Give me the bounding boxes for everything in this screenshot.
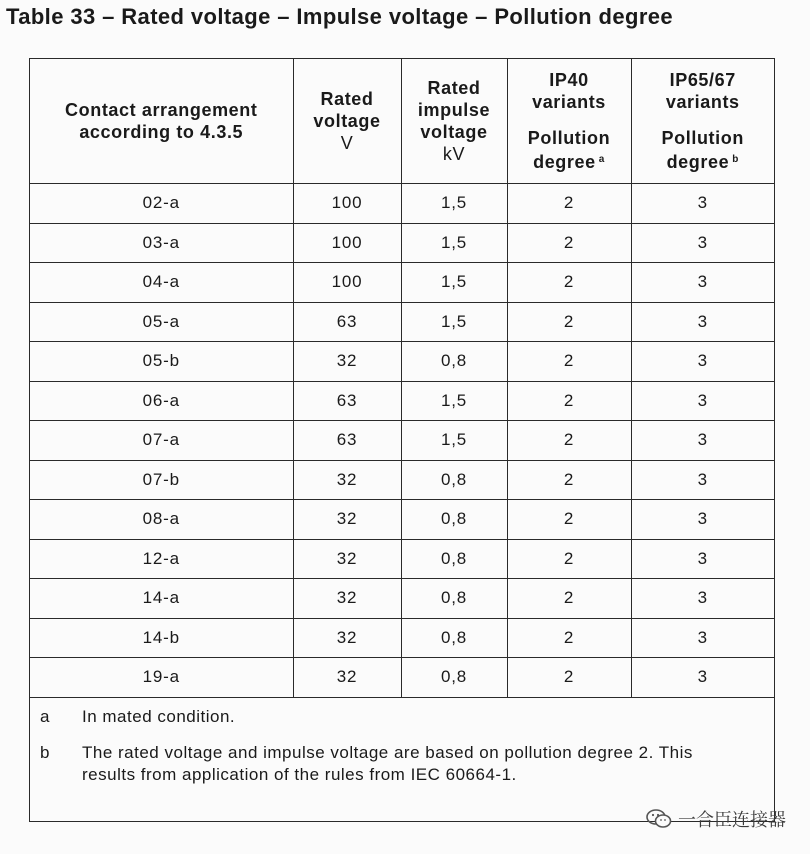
cell-ip65-pollution: 3 — [631, 381, 774, 421]
cell-ip65-pollution: 3 — [631, 658, 774, 698]
table-row — [30, 263, 774, 303]
cell-contact-arrangement: 19-a — [30, 658, 293, 698]
watermark-text: 一合臣连接器 — [678, 810, 786, 830]
header-text: voltage — [313, 111, 381, 131]
header-text: variants — [665, 92, 740, 112]
watermark — [646, 806, 786, 832]
cell-ip40-pollution: 2 — [507, 460, 631, 500]
cell-impulse-voltage: 0,8 — [401, 500, 507, 540]
cell-impulse-voltage: 0,8 — [401, 539, 507, 579]
cell-ip65-pollution: 3 — [631, 421, 774, 461]
cell-rated-voltage: 63 — [293, 381, 401, 421]
header-text: degree — [666, 152, 730, 172]
table-row — [30, 342, 774, 382]
header-row — [30, 59, 774, 184]
table-row — [30, 302, 774, 342]
footnote-text: The rated voltage and impulse voltage are based on pollution degree 2. This results from application of the rules from IEC 60664-1. — [82, 742, 693, 784]
cell-rated-voltage: 100 — [293, 263, 401, 303]
cell-contact-arrangement: 03-a — [30, 223, 293, 263]
cell-impulse-voltage: 0,8 — [401, 618, 507, 658]
voltage-table — [30, 59, 774, 698]
cell-ip40-pollution: 2 — [507, 579, 631, 619]
header-text: IP40 — [549, 70, 589, 90]
cell-ip65-pollution: 3 — [631, 184, 774, 224]
cell-ip65-pollution: 3 — [631, 539, 774, 579]
cell-contact-arrangement: 08-a — [30, 500, 293, 540]
header-text: Pollution — [661, 128, 744, 148]
cell-ip65-pollution: 3 — [631, 579, 774, 619]
cell-contact-arrangement: 05-a — [30, 302, 293, 342]
table-row — [30, 579, 774, 619]
cell-rated-voltage: 63 — [293, 421, 401, 461]
header-text: Rated — [427, 78, 481, 98]
table-row — [30, 500, 774, 540]
cell-impulse-voltage: 1,5 — [401, 381, 507, 421]
footnote-label: b — [40, 742, 50, 762]
header-text: V — [340, 133, 354, 153]
header-ip65-pollution-degree — [631, 59, 774, 184]
cell-ip40-pollution: 2 — [507, 658, 631, 698]
cell-ip40-pollution: 2 — [507, 184, 631, 224]
cell-ip65-pollution: 3 — [631, 500, 774, 540]
header-rated-voltage — [293, 59, 401, 184]
cell-rated-voltage: 32 — [293, 500, 401, 540]
table-row — [30, 223, 774, 263]
header-text: IP65/67 — [669, 70, 736, 90]
cell-impulse-voltage: 1,5 — [401, 263, 507, 303]
header-text: degree — [533, 152, 596, 172]
cell-impulse-voltage: 1,5 — [401, 421, 507, 461]
cell-ip40-pollution: 2 — [507, 223, 631, 263]
cell-impulse-voltage: 1,5 — [401, 184, 507, 224]
cell-ip40-pollution: 2 — [507, 500, 631, 540]
cell-contact-arrangement: 07-a — [30, 421, 293, 461]
cell-contact-arrangement: 14-a — [30, 579, 293, 619]
cell-ip40-pollution: 2 — [507, 381, 631, 421]
footnote-b — [40, 742, 774, 786]
cell-ip40-pollution: 2 — [507, 539, 631, 579]
footnote-label: a — [40, 706, 50, 726]
cell-contact-arrangement: 12-a — [30, 539, 293, 579]
cell-rated-voltage: 32 — [293, 539, 401, 579]
cell-contact-arrangement: 04-a — [30, 263, 293, 303]
table-row — [30, 658, 774, 698]
table-body — [30, 184, 774, 698]
table-row — [30, 618, 774, 658]
cell-contact-arrangement: 02-a — [30, 184, 293, 224]
header-rated-impulse-voltage — [401, 59, 507, 184]
cell-ip40-pollution: 2 — [507, 421, 631, 461]
table-row — [30, 421, 774, 461]
header-text: variants — [532, 92, 606, 112]
header-text: Contact arrangement — [65, 100, 258, 120]
data-table-frame — [29, 58, 775, 822]
cell-ip65-pollution: 3 — [631, 263, 774, 303]
header-contact-arrangement — [30, 59, 293, 184]
cell-ip40-pollution: 2 — [507, 342, 631, 382]
table-row — [30, 184, 774, 224]
cell-impulse-voltage: 0,8 — [401, 579, 507, 619]
cell-rated-voltage: 63 — [293, 302, 401, 342]
footnote-marker: b — [732, 154, 739, 165]
cell-contact-arrangement: 07-b — [30, 460, 293, 500]
table-row — [30, 539, 774, 579]
cell-impulse-voltage: 1,5 — [401, 302, 507, 342]
cell-rated-voltage: 32 — [293, 658, 401, 698]
cell-ip65-pollution: 3 — [631, 618, 774, 658]
footnotes — [30, 698, 774, 786]
cell-ip40-pollution: 2 — [507, 302, 631, 342]
header-text: Rated — [320, 89, 374, 109]
cell-rated-voltage: 32 — [293, 579, 401, 619]
header-ip40-pollution-degree — [507, 59, 631, 184]
cell-impulse-voltage: 1,5 — [401, 223, 507, 263]
header-text: voltage — [420, 122, 488, 142]
wechat-icon — [646, 809, 672, 829]
cell-ip65-pollution: 3 — [631, 302, 774, 342]
cell-ip65-pollution: 3 — [631, 460, 774, 500]
cell-rated-voltage: 32 — [293, 460, 401, 500]
header-text: kV — [442, 144, 466, 164]
cell-ip65-pollution: 3 — [631, 342, 774, 382]
header-text: Pollution — [527, 128, 611, 148]
cell-impulse-voltage: 0,8 — [401, 460, 507, 500]
footnote-text: In mated condition. — [82, 706, 236, 726]
cell-contact-arrangement: 05-b — [30, 342, 293, 382]
cell-contact-arrangement: 14-b — [30, 618, 293, 658]
table-row — [30, 381, 774, 421]
cell-impulse-voltage: 0,8 — [401, 658, 507, 698]
cell-ip40-pollution: 2 — [507, 618, 631, 658]
cell-rated-voltage: 100 — [293, 223, 401, 263]
cell-ip65-pollution: 3 — [631, 223, 774, 263]
cell-contact-arrangement: 06-a — [30, 381, 293, 421]
table-row — [30, 460, 774, 500]
footnote-a — [40, 706, 774, 728]
header-text: impulse — [417, 100, 491, 120]
cell-rated-voltage: 100 — [293, 184, 401, 224]
cell-ip40-pollution: 2 — [507, 263, 631, 303]
footnote-marker: a — [598, 154, 605, 165]
cell-rated-voltage: 32 — [293, 618, 401, 658]
table-title: Table 33 – Rated voltage – Impulse voltage – Pollution degree — [6, 4, 674, 29]
cell-impulse-voltage: 0,8 — [401, 342, 507, 382]
cell-rated-voltage: 32 — [293, 342, 401, 382]
header-text: according to 4.3.5 — [79, 122, 244, 142]
